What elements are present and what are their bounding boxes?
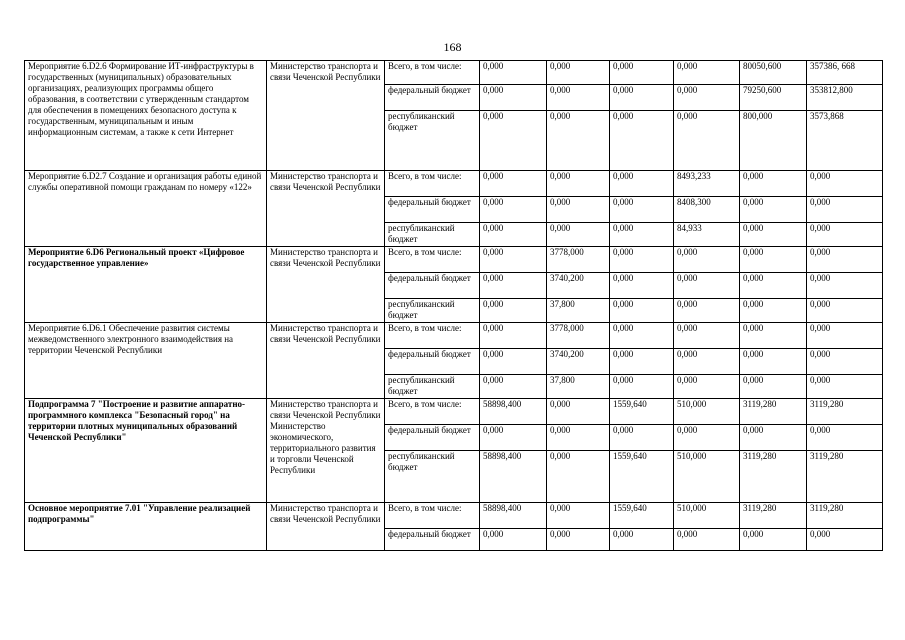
amount-cell: 3119,280	[740, 399, 807, 425]
funding-source-cell: республиканский бюджет	[385, 299, 480, 323]
executor-cell: Министерство транспорта и связи Чеченской Республики	[267, 323, 385, 399]
amount-cell: 3573,868	[807, 111, 883, 171]
amount-cell: 0,000	[674, 529, 740, 551]
amount-cell: 0,000	[547, 399, 610, 425]
amount-cell: 3119,280	[807, 451, 883, 503]
funding-source-cell: федеральный бюджет	[385, 529, 480, 551]
amount-cell: 0,000	[480, 323, 547, 349]
amount-cell: 0,000	[610, 111, 674, 171]
amount-cell: 3778,000	[547, 323, 610, 349]
amount-cell: 0,000	[480, 529, 547, 551]
amount-cell: 0,000	[807, 171, 883, 197]
page-number: 168	[443, 40, 462, 54]
amount-cell: 0,000	[807, 299, 883, 323]
amount-cell: 0,000	[547, 223, 610, 247]
amount-cell: 0,000	[610, 375, 674, 399]
amount-cell: 0,000	[740, 425, 807, 451]
amount-cell: 79250,600	[740, 85, 807, 111]
amount-cell: 0,000	[547, 503, 610, 529]
amount-cell: 0,000	[807, 323, 883, 349]
amount-cell: 0,000	[740, 247, 807, 273]
funding-source-cell: федеральный бюджет	[385, 273, 480, 299]
amount-cell: 0,000	[610, 247, 674, 273]
amount-cell: 3740,200	[547, 349, 610, 375]
funding-source-cell: Всего, в том числе:	[385, 399, 480, 425]
amount-cell: 0,000	[740, 171, 807, 197]
amount-cell: 0,000	[807, 425, 883, 451]
measure-name-cell: Мероприятие 6.D6 Региональный проект «Цифровое государственное управление»	[25, 247, 267, 323]
amount-cell: 0,000	[547, 197, 610, 223]
executor-cell: Министерство транспорта и связи Чеченской Республики	[267, 247, 385, 323]
funding-source-cell: Всего, в том числе:	[385, 61, 480, 85]
amount-cell: 0,000	[480, 111, 547, 171]
amount-cell: 8408,300	[674, 197, 740, 223]
amount-cell: 0,000	[674, 349, 740, 375]
amount-cell: 0,000	[480, 425, 547, 451]
amount-cell: 0,000	[610, 85, 674, 111]
amount-cell: 0,000	[674, 61, 740, 85]
amount-cell: 510,000	[674, 503, 740, 529]
amount-cell: 1559,640	[610, 503, 674, 529]
amount-cell: 0,000	[807, 247, 883, 273]
amount-cell: 1559,640	[610, 451, 674, 503]
executor-cell: Министерство транспорта и связи Чеченской Республики	[267, 171, 385, 247]
amount-cell: 0,000	[807, 197, 883, 223]
amount-cell: 0,000	[674, 375, 740, 399]
funding-source-cell: республиканский бюджет	[385, 111, 480, 171]
amount-cell: 0,000	[610, 349, 674, 375]
amount-cell: 37,800	[547, 299, 610, 323]
funding-source-cell: Всего, в том числе:	[385, 323, 480, 349]
amount-cell: 0,000	[480, 171, 547, 197]
budget-table	[24, 60, 883, 551]
table-row	[25, 503, 883, 529]
amount-cell: 0,000	[740, 197, 807, 223]
funding-source-cell: Всего, в том числе:	[385, 503, 480, 529]
table-row	[25, 247, 883, 273]
table-row	[25, 61, 883, 85]
amount-cell: 0,000	[807, 349, 883, 375]
amount-cell: 3119,280	[740, 451, 807, 503]
executor-cell: Министерство транспорта и связи Чеченской Республики Министерство экономического, территориального развития и торговли Чеченской Республики	[267, 399, 385, 503]
amount-cell: 0,000	[610, 61, 674, 85]
funding-source-cell: федеральный бюджет	[385, 197, 480, 223]
amount-cell: 0,000	[610, 171, 674, 197]
amount-cell: 0,000	[674, 425, 740, 451]
funding-source-cell: Всего, в том числе:	[385, 171, 480, 197]
executor-cell: Министерство транспорта и связи Чеченской Республики	[267, 503, 385, 551]
amount-cell: 0,000	[740, 299, 807, 323]
amount-cell: 0,000	[740, 273, 807, 299]
amount-cell: 58898,400	[480, 451, 547, 503]
amount-cell: 0,000	[480, 85, 547, 111]
amount-cell: 0,000	[807, 529, 883, 551]
amount-cell: 0,000	[547, 451, 610, 503]
funding-source-cell: республиканский бюджет	[385, 375, 480, 399]
amount-cell: 0,000	[547, 529, 610, 551]
amount-cell: 0,000	[480, 223, 547, 247]
amount-cell: 0,000	[740, 223, 807, 247]
amount-cell: 3119,280	[807, 399, 883, 425]
measure-name-cell: Мероприятие 6.D6.1 Обеспечение развития системы межведомственного электронного взаимодействия на территории Чеченской Республики	[25, 323, 267, 399]
amount-cell: 3778,000	[547, 247, 610, 273]
amount-cell: 0,000	[610, 425, 674, 451]
amount-cell: 3740,200	[547, 273, 610, 299]
funding-source-cell: республиканский бюджет	[385, 451, 480, 503]
amount-cell: 0,000	[480, 273, 547, 299]
amount-cell: 0,000	[610, 197, 674, 223]
amount-cell: 0,000	[610, 223, 674, 247]
amount-cell: 0,000	[674, 299, 740, 323]
amount-cell: 0,000	[674, 111, 740, 171]
measure-name-cell: Основное мероприятие 7.01 "Управление реализацией подпрограммы"	[25, 503, 267, 551]
amount-cell: 0,000	[740, 323, 807, 349]
amount-cell: 357386, 668	[807, 61, 883, 85]
amount-cell: 0,000	[674, 323, 740, 349]
amount-cell: 0,000	[674, 247, 740, 273]
measure-name-cell: Подпрограмма 7 "Построение и развитие аппаратно-программного комплекса "Безопасный город" на территории плотных муниципальных образований Чеченской Республики"	[25, 399, 267, 503]
measure-name-cell: Мероприятие 6.D2.6 Формирование ИТ-инфраструктуры в государственных (муниципальных) образовательных организациях, реализующих программы общего образования, в соответствии с утвержденным стандартом для обеспечения в помещениях безопасного доступа к государственным, муниципальным и иным информационным системам, а также к сети Интернет	[25, 61, 267, 171]
amount-cell: 0,000	[547, 171, 610, 197]
amount-cell: 80050,600	[740, 61, 807, 85]
amount-cell: 0,000	[807, 223, 883, 247]
amount-cell: 0,000	[547, 111, 610, 171]
amount-cell: 0,000	[547, 85, 610, 111]
amount-cell: 0,000	[807, 273, 883, 299]
amount-cell: 0,000	[740, 375, 807, 399]
amount-cell: 510,000	[674, 399, 740, 425]
amount-cell: 0,000	[547, 61, 610, 85]
table-row	[25, 399, 883, 425]
amount-cell: 0,000	[807, 375, 883, 399]
funding-source-cell: республиканский бюджет	[385, 223, 480, 247]
amount-cell: 0,000	[480, 349, 547, 375]
amount-cell: 0,000	[610, 529, 674, 551]
table-row	[25, 323, 883, 349]
amount-cell: 8493,233	[674, 171, 740, 197]
amount-cell: 510,000	[674, 451, 740, 503]
amount-cell: 0,000	[480, 299, 547, 323]
amount-cell: 1559,640	[610, 399, 674, 425]
amount-cell: 800,000	[740, 111, 807, 171]
amount-cell: 0,000	[480, 61, 547, 85]
amount-cell: 0,000	[480, 197, 547, 223]
amount-cell: 0,000	[674, 273, 740, 299]
amount-cell: 0,000	[480, 375, 547, 399]
amount-cell: 0,000	[740, 349, 807, 375]
amount-cell: 0,000	[610, 299, 674, 323]
funding-source-cell: федеральный бюджет	[385, 85, 480, 111]
amount-cell: 3119,280	[807, 503, 883, 529]
amount-cell: 0,000	[547, 425, 610, 451]
amount-cell: 58898,400	[480, 399, 547, 425]
amount-cell: 3119,280	[740, 503, 807, 529]
measure-name-cell: Мероприятие 6.D2.7 Создание и организация работы единой службы оперативной помощи гражданам по номеру «122»	[25, 171, 267, 247]
amount-cell: 37,800	[547, 375, 610, 399]
amount-cell: 84,933	[674, 223, 740, 247]
amount-cell: 0,000	[740, 529, 807, 551]
funding-source-cell: Всего, в том числе:	[385, 247, 480, 273]
executor-cell: Министерство транспорта и связи Чеченской Республики	[267, 61, 385, 171]
amount-cell: 0,000	[610, 323, 674, 349]
amount-cell: 353812,800	[807, 85, 883, 111]
funding-source-cell: федеральный бюджет	[385, 425, 480, 451]
amount-cell: 0,000	[674, 85, 740, 111]
amount-cell: 0,000	[610, 273, 674, 299]
amount-cell: 58898,400	[480, 503, 547, 529]
amount-cell: 0,000	[480, 247, 547, 273]
funding-source-cell: федеральный бюджет	[385, 349, 480, 375]
table-row	[25, 171, 883, 197]
